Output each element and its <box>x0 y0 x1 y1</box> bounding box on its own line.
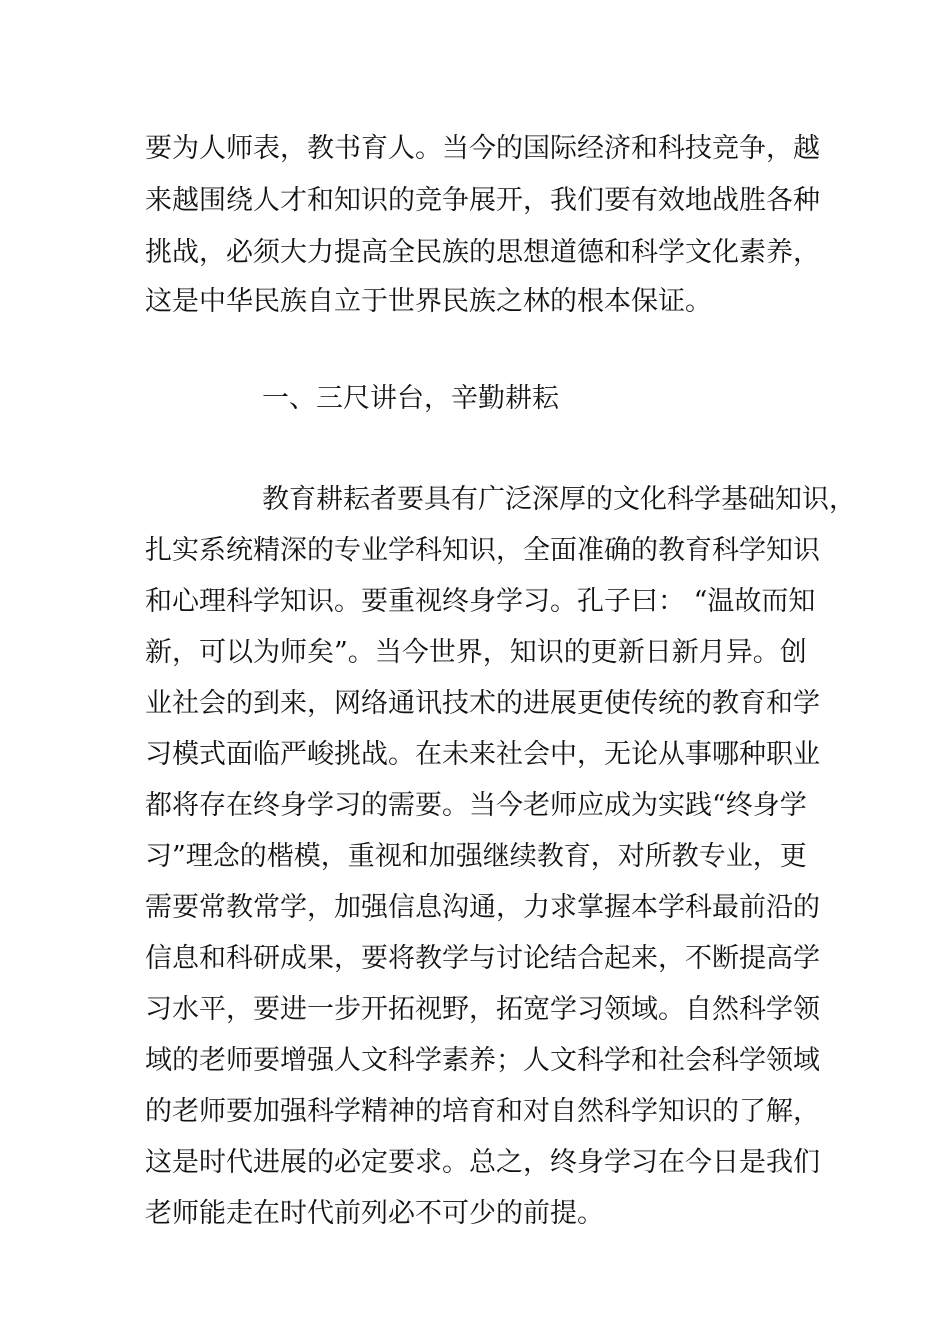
intro-line: 挑战，必须大力提高全民族的思想道德和科学文化素养， <box>145 237 820 268</box>
body-line: 需要常教常学，加强信息沟通，力求掌握本学科最前沿的 <box>145 892 820 923</box>
intro-line: 来越围绕人才和知识的竞争展开，我们要有效地战胜各种 <box>145 185 820 216</box>
body-line: 老师能走在时代前列必不可少的前提。 <box>145 1198 604 1229</box>
body-line: 习模式面临严峻挑战。在未来社会中，无论从事哪种职业 <box>145 739 820 770</box>
intro-line: 要为人师表，教书育人。当今的国际经济和科技竞争，越 <box>145 133 820 164</box>
body-line: 都将存在终身学习的需要。当今老师应成为实践“终身学 <box>145 790 807 821</box>
body-line: 习”理念的楷模，重视和加强继续教育，对所教专业，更 <box>145 841 807 872</box>
body-line: 习水平，要进一步开拓视野，拓宽学习领域。自然科学领 <box>145 994 820 1025</box>
body-line: 新，可以为师矣”。当今世界，知识的更新日新月异。创 <box>145 637 807 668</box>
section-heading: 一、三尺讲台，辛勤耕耘 <box>262 383 559 414</box>
body-line: 教育耕耘者要具有广泛深厚的文化科学基础知识， <box>262 484 856 515</box>
body-line: 信息和科研成果，要将教学与讨论结合起来，不断提高学 <box>145 943 820 974</box>
body-line: 这是时代进展的必定要求。总之，终身学习在今日是我们 <box>145 1147 820 1178</box>
body-line: 和心理科学知识。要重视终身学习。孔子曰： “温故而知 <box>145 586 816 617</box>
body-line: 域的老师要增强人文科学素养；人文科学和社会科学领域 <box>145 1045 820 1076</box>
body-line: 扎实系统精深的专业学科知识，全面准确的教育科学知识 <box>145 535 820 566</box>
body-line: 的老师要加强科学精神的培育和对自然科学知识的了解， <box>145 1096 820 1127</box>
body-line: 业社会的到来，网络通讯技术的进展更使传统的教育和学 <box>145 688 820 719</box>
intro-line: 这是中华民族自立于世界民族之林的根本保证。 <box>145 286 712 317</box>
